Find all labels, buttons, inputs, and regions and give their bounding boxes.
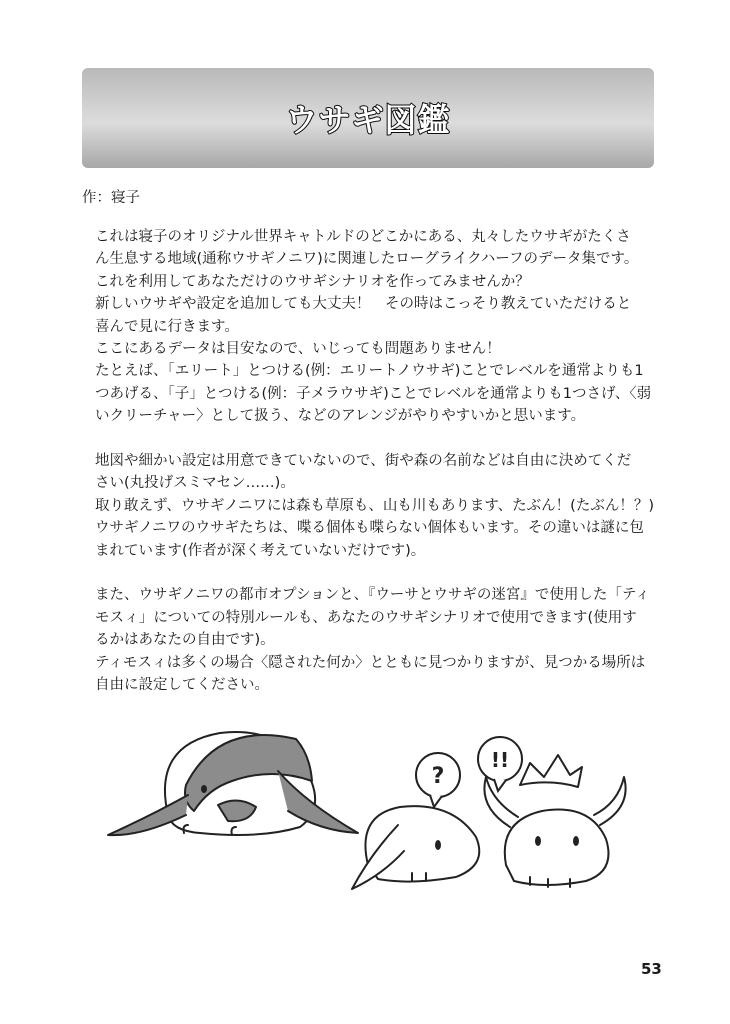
question-bubble-icon (416, 753, 460, 807)
paragraph-options (95, 584, 665, 696)
text-line: モスィ」についての特別ルールも、あなたのウサギシナリオで使用できます(使用す (95, 609, 637, 626)
text-line: いクリーチャー〉として扱う、などのアレンジがやりやすいかと思います。 (95, 408, 586, 425)
text-line: 地図や細かい設定は用意できていないので、街や森の名前などは自由に決めてくだ (95, 453, 632, 470)
text-line: るかはあなたの自由です)。 (95, 632, 275, 649)
exclamation-mark-text: !! (490, 748, 510, 772)
text-line: これは寝子のオリジナル世界キャトルドのどこかにある、丸々したウサギがたくさ (95, 229, 631, 245)
text-line: ティモスィは多くの場合〈隠された何か〉とともに見つかりますが、見つかる場所は (95, 654, 646, 671)
text-line: 新しいウサギや設定を追加しても大丈夫！ その時はこっそり教えていただけると (95, 296, 632, 313)
text-line: これを利用してあなただけのウサギシナリオを作ってみませんか？ (95, 273, 530, 290)
text-line: つあげる、「子」とつける(例：子メラウサギ)ことでレベルを通常よりも1つさげ、〈弱 (95, 385, 652, 402)
text-line: ん生息する地域(通称ウサギノニワ)に関連したローグライクハーフのデータ集です。 (95, 251, 639, 268)
text-line: ウサギノニワのウサギたちは、喋る個体も喋らない個体もいます。その違いは謎に包 (95, 520, 644, 537)
text-line: 喜んで見に行きます。 (95, 318, 239, 335)
question-mark-text: ? (431, 764, 445, 789)
title-banner (82, 68, 654, 168)
lop-rabbit-icon (108, 732, 358, 835)
text-line: 取り敢えず、ウサギノニワには森も草原も、山も川もあります、たぶん！(たぶん！？) (95, 497, 654, 514)
page-number: 53 (641, 960, 662, 978)
text-line: まれています(作者が深く考えていないだけです)。 (95, 542, 426, 559)
paragraph-setting (95, 450, 665, 562)
floppy-rabbit-icon (352, 806, 479, 889)
page-title: ウサギ図鑑 (285, 101, 451, 139)
horned-rabbit-icon (484, 777, 625, 887)
text-line: ここにあるデータは目安なので、いじっても問題ありません！ (95, 341, 501, 358)
paragraph-intro (95, 226, 665, 428)
body-text (95, 226, 665, 697)
text-line: たとえば、「エリート」とつける(例：エリートノウサギ)ことでレベルを通常よりも1 (95, 363, 644, 380)
rabbit-illustration (100, 715, 660, 915)
text-line: さい(丸投げスミマセン……)。 (95, 475, 295, 492)
text-line: また、ウサギノニワの都市オプションと、『ウーサとウサギの迷宮』で使用した「ティ (95, 587, 650, 604)
author-credit: 作：寝子 (82, 190, 140, 206)
crown-icon (520, 755, 582, 787)
text-line: 自由に設定してください。 (95, 677, 269, 694)
